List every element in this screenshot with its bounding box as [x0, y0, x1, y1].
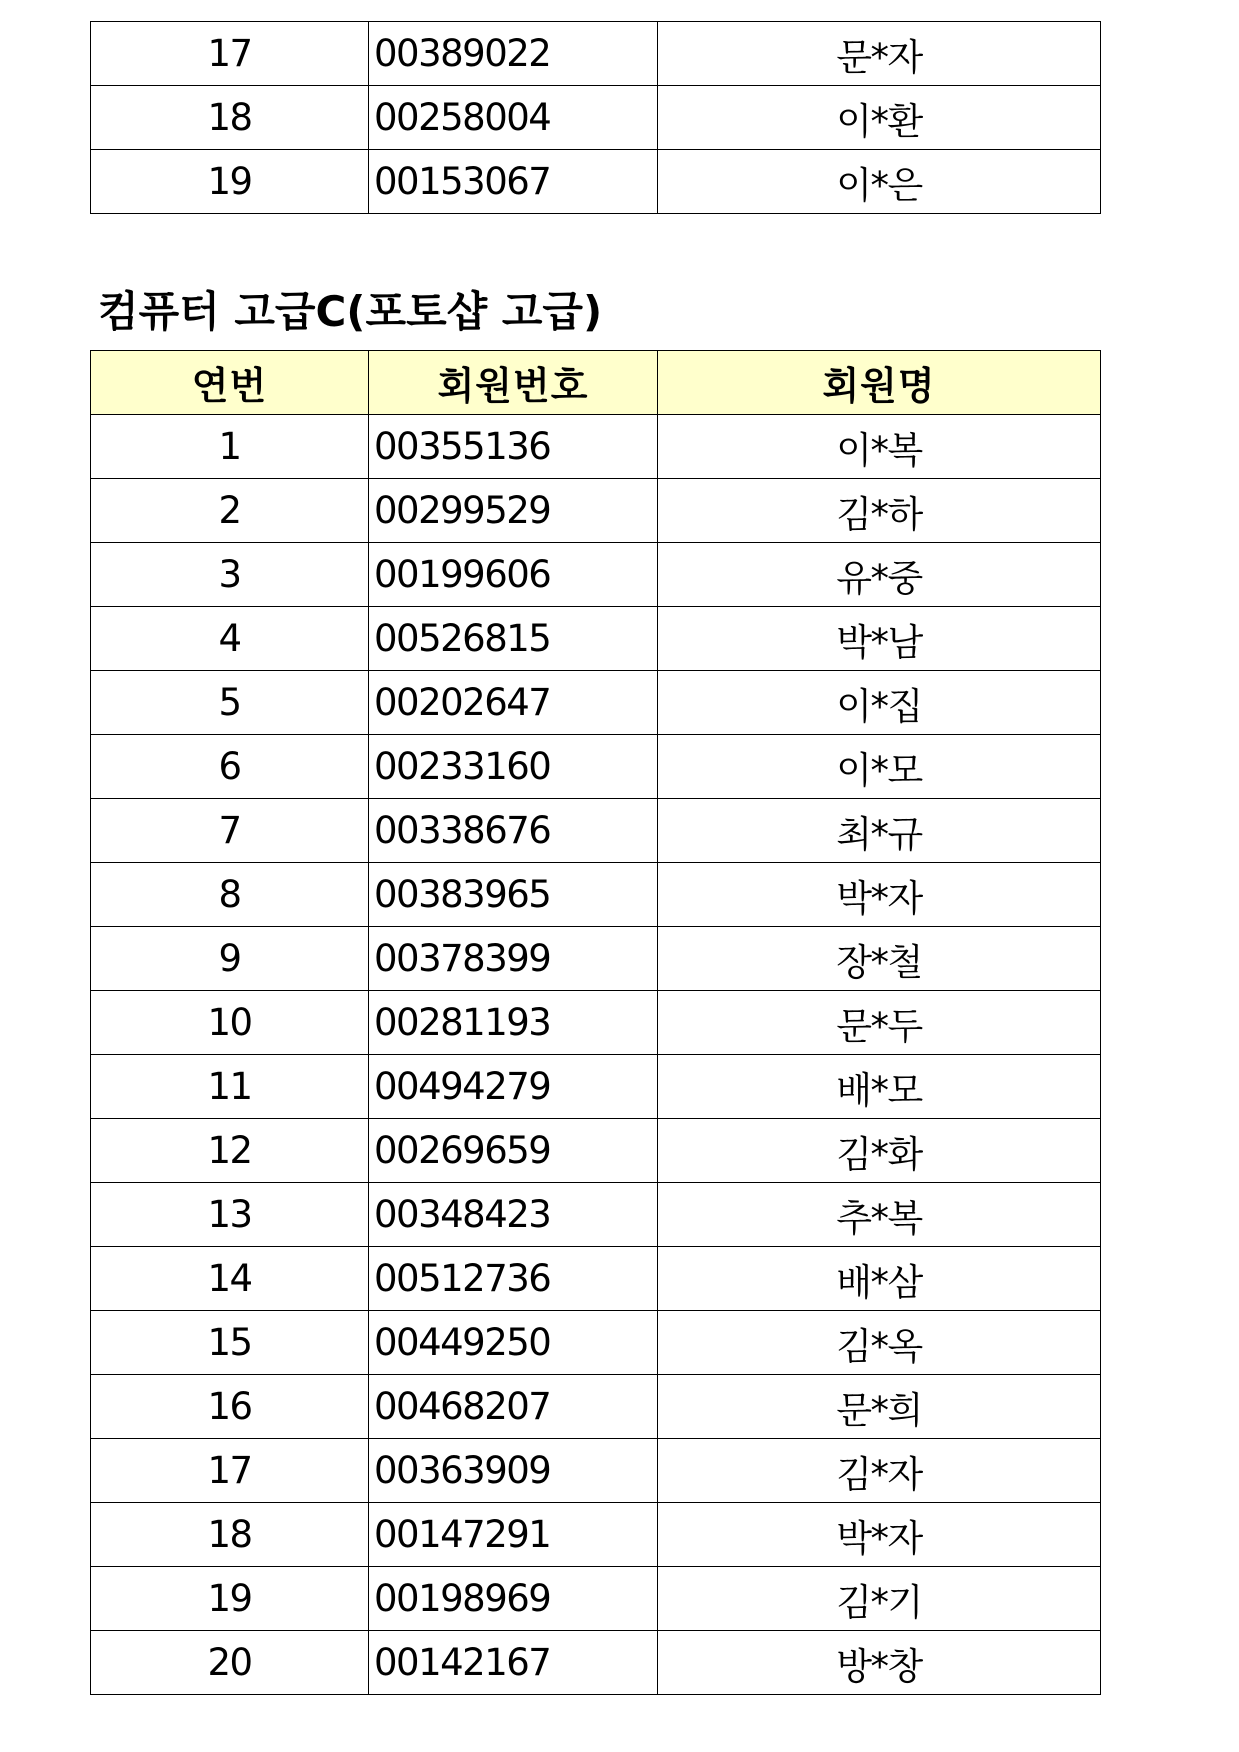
member-name: 김*기: [658, 1567, 1101, 1631]
row-number: 10: [91, 991, 369, 1055]
member-name: 장*철: [658, 927, 1101, 991]
table-row: [91, 991, 1101, 1055]
table-row: [91, 1119, 1101, 1183]
member-name: 문*희: [658, 1375, 1101, 1439]
table-row: [91, 86, 1101, 150]
member-id: 00526815: [369, 607, 658, 671]
row-number: 7: [91, 799, 369, 863]
row-number: 1: [91, 415, 369, 479]
member-id: 00494279: [369, 1055, 658, 1119]
row-number: 19: [91, 1567, 369, 1631]
continued-table-body: [91, 22, 1101, 214]
member-id: 00199606: [369, 543, 658, 607]
row-number: 17: [91, 22, 369, 86]
member-name: 김*하: [658, 479, 1101, 543]
member-name: 배*삼: [658, 1247, 1101, 1311]
row-number: 14: [91, 1247, 369, 1311]
row-number: 5: [91, 671, 369, 735]
row-number: 6: [91, 735, 369, 799]
member-name: 방*창: [658, 1631, 1101, 1695]
member-id: 00202647: [369, 671, 658, 735]
member-name: 문*두: [658, 991, 1101, 1055]
member-name: 배*모: [658, 1055, 1101, 1119]
table-row: [91, 1503, 1101, 1567]
member-id: 00233160: [369, 735, 658, 799]
member-table: [90, 350, 1101, 1695]
continued-member-table: [90, 21, 1101, 214]
table-row: [91, 863, 1101, 927]
table-row: [91, 1631, 1101, 1695]
row-number: 18: [91, 1503, 369, 1567]
header-no: 연번: [91, 351, 369, 415]
member-name: 최*규: [658, 799, 1101, 863]
table-row: [91, 1311, 1101, 1375]
table-row: [91, 1247, 1101, 1311]
member-id: 00348423: [369, 1183, 658, 1247]
member-id: 00363909: [369, 1439, 658, 1503]
table-row: [91, 1055, 1101, 1119]
table-row: [91, 1567, 1101, 1631]
member-name: 추*복: [658, 1183, 1101, 1247]
member-name: 문*자: [658, 22, 1101, 86]
member-name: 김*화: [658, 1119, 1101, 1183]
member-id: 00389022: [369, 22, 658, 86]
table-header-row: [91, 351, 1101, 415]
row-number: 20: [91, 1631, 369, 1695]
table-row: [91, 1439, 1101, 1503]
member-name: 김*자: [658, 1439, 1101, 1503]
table-row: [91, 1375, 1101, 1439]
table-row: [91, 799, 1101, 863]
member-name: 유*중: [658, 543, 1101, 607]
member-id: 00355136: [369, 415, 658, 479]
row-number: 13: [91, 1183, 369, 1247]
table-row: [91, 479, 1101, 543]
row-number: 3: [91, 543, 369, 607]
member-name: 이*집: [658, 671, 1101, 735]
member-id: 00269659: [369, 1119, 658, 1183]
member-name: 이*모: [658, 735, 1101, 799]
member-id: 00468207: [369, 1375, 658, 1439]
table-row: [91, 735, 1101, 799]
member-name: 박*남: [658, 607, 1101, 671]
member-name: 김*옥: [658, 1311, 1101, 1375]
row-number: 18: [91, 86, 369, 150]
row-number: 16: [91, 1375, 369, 1439]
row-number: 11: [91, 1055, 369, 1119]
table-row: [91, 607, 1101, 671]
table-row: [91, 415, 1101, 479]
row-number: 19: [91, 150, 369, 214]
member-id: 00142167: [369, 1631, 658, 1695]
table-row: [91, 22, 1101, 86]
member-id: 00258004: [369, 86, 658, 150]
member-id: 00153067: [369, 150, 658, 214]
member-name: 이*복: [658, 415, 1101, 479]
row-number: 9: [91, 927, 369, 991]
member-name: 이*환: [658, 86, 1101, 150]
member-name: 박*자: [658, 863, 1101, 927]
header-member-id: 회원번호: [369, 351, 658, 415]
table-row: [91, 671, 1101, 735]
row-number: 8: [91, 863, 369, 927]
member-table-body: [91, 415, 1101, 1695]
table-row: [91, 927, 1101, 991]
table-row: [91, 1183, 1101, 1247]
row-number: 17: [91, 1439, 369, 1503]
row-number: 4: [91, 607, 369, 671]
member-name: 박*자: [658, 1503, 1101, 1567]
member-id: 00383965: [369, 863, 658, 927]
member-id: 00378399: [369, 927, 658, 991]
member-id: 00512736: [369, 1247, 658, 1311]
member-id: 00338676: [369, 799, 658, 863]
member-name: 이*은: [658, 150, 1101, 214]
row-number: 15: [91, 1311, 369, 1375]
table-row: [91, 150, 1101, 214]
member-id: 00449250: [369, 1311, 658, 1375]
row-number: 12: [91, 1119, 369, 1183]
member-id: 00147291: [369, 1503, 658, 1567]
member-id: 00198969: [369, 1567, 658, 1631]
header-member-name: 회원명: [658, 351, 1101, 415]
row-number: 2: [91, 479, 369, 543]
member-id: 00299529: [369, 479, 658, 543]
member-id: 00281193: [369, 991, 658, 1055]
table-row: [91, 543, 1101, 607]
section-title: 컴퓨터 고급C(포토샵 고급): [98, 287, 603, 336]
